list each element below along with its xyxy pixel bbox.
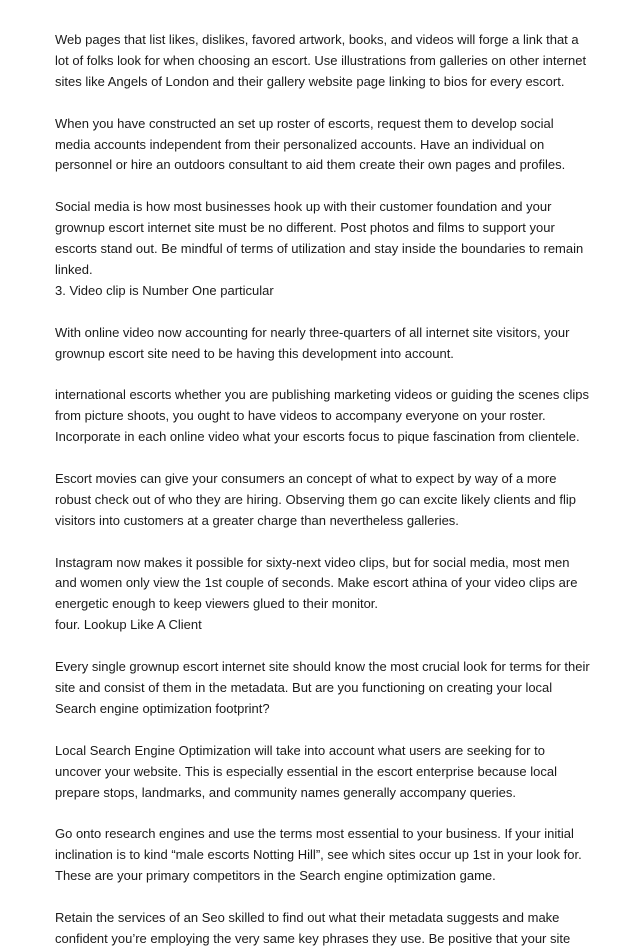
- text-line: Local Search Engine Optimization will take into account what users are seeking for to: [55, 742, 545, 758]
- text-line: Every single grownup escort internet site should know the most crucial look for terms for their: [55, 659, 590, 675]
- text-line: visitors into customers at a greater charge than nevertheless galleries.: [55, 512, 459, 528]
- text-line: from picture shoots, you ought to have videos to accompany everyone on your roster.: [55, 408, 546, 424]
- text-line: Search engine optimization footprint?: [55, 700, 270, 716]
- paragraph: [55, 469, 578, 532]
- text-line: Go onto research engines and use the terms most essential to your business. If your initial: [55, 826, 574, 842]
- paragraph: [55, 908, 578, 950]
- text-line: inclination is to kind “male escorts Notting Hill”, see which sites occur up 1st in your look for.: [55, 847, 582, 863]
- paragraph: [55, 824, 582, 887]
- paragraph: [55, 30, 587, 93]
- text-line: escorts stand out. Be mindful of terms of utilization and stay inside the boundaries to remain: [55, 241, 584, 257]
- text-line: sites like Angels of London and their gallery website page linking to bios for every escort.: [55, 73, 565, 89]
- text-line: Escort movies can give your consumers an concept of what to expect by way of a more: [55, 470, 557, 486]
- paragraph: [55, 385, 590, 448]
- text-line: robust check out of who they are hiring. Observing them go can excite likely clients and flip: [55, 491, 576, 507]
- text-line: Instagram now makes it possible for sixty-next video clips, but for social media, most men: [55, 554, 570, 570]
- text-line: lot of folks look for when choosing an escort. Use illustrations from galleries on other internet: [55, 52, 587, 68]
- text-line: Incorporate in each online video what your escorts focus to pique fascination from clientele.: [55, 429, 580, 445]
- paragraph: [55, 741, 578, 804]
- text-line: international escorts whether you are publishing marketing videos or guiding the scenes clips: [55, 387, 590, 403]
- text-line: grownup escort internet site must be no different. Post photos and films to support your: [55, 220, 555, 236]
- text-line: When you have constructed an set up roster of escorts, request them to develop social: [55, 115, 554, 131]
- paragraph: [55, 323, 578, 365]
- paragraph: [55, 197, 584, 302]
- paragraph: [55, 553, 578, 637]
- text-line: Retain the services of an Seo skilled to find out what their metadata suggests and make: [55, 909, 560, 925]
- text-line: Social media is how most businesses hook up with their customer foundation and your: [55, 199, 552, 215]
- text-line: confident you’re employing the very same key phrases they use. Be positive that your site: [55, 930, 571, 946]
- text-line: grownup escort site need to be having this development into account.: [55, 345, 454, 361]
- text-line: uncover your website. This is especially essential in the escort enterprise because local: [55, 763, 557, 779]
- text-line: prepare stops, landmarks, and community names generally accompany queries.: [55, 784, 517, 800]
- paragraph: [55, 657, 590, 720]
- text-line: site and consist of them in the metadata. But are you functioning on creating your local: [55, 679, 553, 695]
- text-line: Web pages that list likes, dislikes, favored artwork, books, and videos will forge a link that a: [55, 32, 579, 47]
- paragraph: [55, 114, 578, 177]
- section-heading: four. Lookup Like A Client: [55, 617, 202, 633]
- text-line: and women only view the 1st couple of seconds. Make escort athina of your video clips are: [55, 575, 578, 591]
- text-line: linked.: [55, 261, 93, 277]
- text-line: energetic enough to keep viewers glued to their monitor.: [55, 596, 379, 612]
- section-heading: 3. Video clip is Number One particular: [55, 282, 274, 298]
- text-line: With online video now accounting for nearly three-quarters of all internet site visitors, your: [55, 324, 570, 340]
- text-line: These are your primary competitors in the Search engine optimization game.: [55, 868, 496, 884]
- text-line: media accounts independent from their personalized accounts. Have an individual on: [55, 136, 545, 152]
- text-line: personnel or hire an outdoors consultant to aid them create their own pages and profiles.: [55, 157, 566, 173]
